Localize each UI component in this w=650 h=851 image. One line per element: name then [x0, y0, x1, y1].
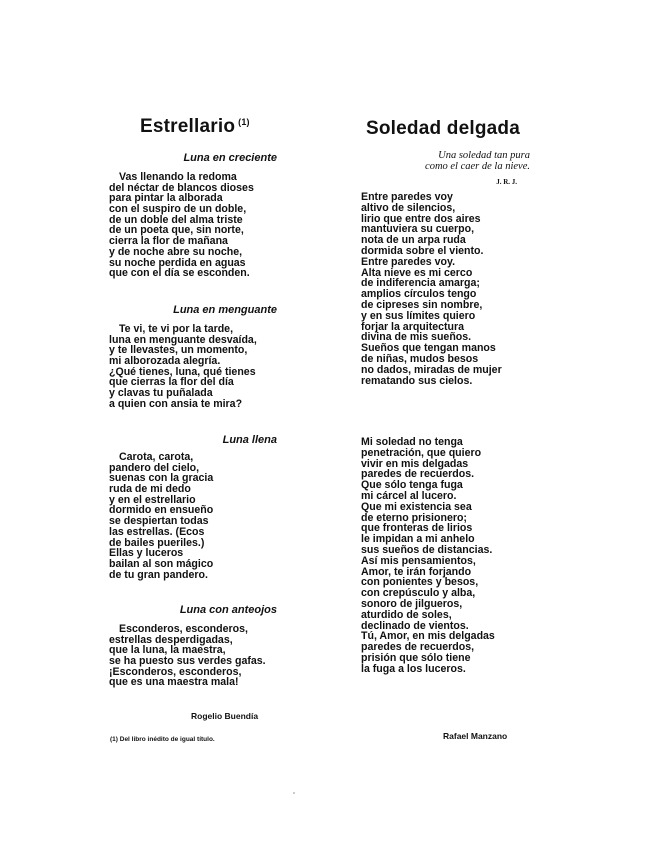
- poem-line: del néctar de blancos dioses: [109, 181, 254, 194]
- poem-line: con el suspiro de un doble,: [109, 203, 247, 216]
- poem-line: declinado de vientos.: [361, 619, 469, 632]
- poem-line: Te vi, te vi por la tarde,: [119, 323, 234, 335]
- poem-line: mi cárcel al lucero.: [361, 489, 457, 502]
- poem-line: de tu gran pandero.: [109, 568, 208, 581]
- poem-line: con crepúsculo y alba,: [361, 587, 476, 600]
- poem-line: vivir en mis delgadas: [361, 457, 469, 470]
- poem-line: le impidan a mi anhelo: [361, 533, 475, 546]
- poem-line: a quien con ansia te mira?: [109, 397, 243, 410]
- poem-line: y en el estrellario: [109, 493, 196, 506]
- poem-line: sus sueños de distancias.: [361, 543, 493, 556]
- poem-line: dormido en ensueño: [109, 504, 214, 517]
- poem-line: paredes de recuerdos,: [361, 641, 475, 654]
- poem-line: Sueños que tengan manos: [361, 342, 496, 355]
- section-title-anteojos: Luna con anteojos: [179, 604, 277, 616]
- poem-line: y en sus límites quiero: [361, 309, 476, 322]
- poem-line: de indiferencia amarga;: [361, 277, 480, 290]
- poem-line: que es una maestra mala!: [109, 676, 239, 689]
- poem-line: divina de mis sueños.: [361, 331, 472, 344]
- epigraph-line: Una soledad tan pura: [438, 150, 530, 161]
- poem-line: nota de un arpa ruda: [361, 234, 466, 247]
- stanza-right-1: [361, 192, 502, 386]
- section-title-creciente: Luna en creciente: [183, 152, 277, 164]
- poem-line: Entre paredes voy: [361, 191, 453, 203]
- poem-line: sonoro de jilgueros,: [361, 597, 463, 610]
- poem-line: de bailes pueriles.): [109, 536, 205, 549]
- footnote-marker: (1): [238, 116, 250, 127]
- author-right: Rafael Manzano: [443, 731, 508, 741]
- poem-line: y te llevastes, un momento,: [109, 344, 248, 357]
- poem-line: mantuviera su cuerpo,: [361, 223, 475, 236]
- author-left: Rogelio Buendía: [191, 711, 259, 721]
- poem-line: Amor, te irán forjando: [361, 565, 472, 578]
- poem-title-estrellario: [140, 116, 250, 138]
- poem-line: la fuga a los luceros.: [361, 662, 466, 675]
- poem-line: pandero del cielo,: [109, 461, 200, 474]
- section-title-menguante: Luna en menguante: [173, 304, 277, 316]
- poem-line: Vas llenando la redoma: [119, 171, 237, 183]
- poem-line: bailan al son mágico: [109, 557, 214, 570]
- stanza-anteojos: [109, 624, 266, 688]
- stanza-right-2: [361, 437, 495, 675]
- poem-line: ¡Esconderos, esconderos,: [109, 665, 242, 678]
- poem-line: lirio que entre dos aires: [361, 212, 481, 225]
- poem-line: Ellas y luceros: [109, 547, 184, 560]
- poem-line: de un doble del alma triste: [109, 213, 243, 226]
- epigraph-line: como el caer de la nieve.: [425, 161, 530, 172]
- poem-line: de eterno prisionero;: [361, 511, 467, 524]
- poem-line: ruda de mi dedo: [109, 483, 191, 496]
- poem-line: Carota, carota,: [119, 451, 194, 463]
- poem-line: aturdido de soles,: [361, 608, 452, 621]
- poem-line: de un poeta que, sin norte,: [109, 224, 244, 237]
- poem-line: prisión que sólo tiene: [361, 651, 471, 664]
- poem-line: y clavas tu puñalada: [109, 387, 213, 400]
- poem-line: Mi soledad no tenga: [361, 436, 463, 448]
- poem-line: se ha puesto sus verdes gafas.: [109, 655, 266, 668]
- poem-line: que cierras la flor del día: [109, 376, 234, 389]
- poem-line: Entre paredes voy.: [361, 255, 456, 268]
- poem-line: estrellas desperdigadas,: [109, 633, 233, 646]
- poem-line: que con el día se esconden.: [109, 267, 250, 280]
- stanza-creciente: [109, 172, 254, 279]
- poem-line: forjar la arquitectura: [361, 320, 465, 333]
- poem-line: de niñas, mudos besos: [361, 352, 479, 365]
- page-dot: [293, 792, 295, 794]
- poem-line: para pintar la alborada: [109, 192, 223, 205]
- poem-line: de cipreses sin nombre,: [361, 298, 483, 311]
- title-text: Estrellario: [140, 116, 236, 137]
- poem-line: penetración, que quiero: [361, 446, 482, 459]
- stanza-llena: [109, 452, 213, 580]
- poem-line: ¿Qué tienes, luna, qué tienes: [109, 365, 256, 378]
- poem-line: que fronteras de lirios: [361, 522, 473, 535]
- poem-line: suenas con la gracia: [109, 472, 214, 485]
- epigraph-initials: J. R. J.: [496, 178, 517, 186]
- poem-line: Así mis pensamientos,: [361, 554, 476, 567]
- poem-line: dormida sobre el viento.: [361, 244, 484, 257]
- poem-line: paredes de recuerdos.: [361, 468, 475, 481]
- section-title-llena: Luna llena: [222, 434, 277, 446]
- poem-line: y de noche abre su noche,: [109, 245, 243, 258]
- poem-line: Alta nieve es mi cerco: [361, 266, 473, 279]
- poem-line: Que sólo tenga fuga: [361, 479, 463, 492]
- poem-line: no dados, miradas de mujer: [361, 363, 502, 376]
- poem-line: su noche perdida en aguas: [109, 256, 246, 269]
- stanza-menguante: [109, 324, 257, 410]
- poem-line: con ponientes y besos,: [361, 576, 479, 589]
- poem-line: se despiertan todas: [109, 515, 209, 528]
- poem-line: Esconderos, esconderos,: [119, 623, 248, 635]
- poem-line: luna en menguante desvaída,: [109, 333, 257, 346]
- poem-line: mi alborozada alegría.: [109, 355, 221, 368]
- poem-line: cierra la flor de mañana: [109, 235, 228, 248]
- poem-line: que la luna, la maestra,: [109, 644, 226, 657]
- poem-line: rematando sus cielos.: [361, 374, 473, 387]
- epigraph: [425, 150, 530, 172]
- poem-line: las estrellas. (Ecos: [109, 525, 205, 538]
- poem-line: altivo de silencios,: [361, 201, 456, 214]
- poem-title-soledad: Soledad delgada: [366, 118, 520, 139]
- footnote: (1) Del libro inédito de igual título.: [110, 736, 215, 743]
- poem-line: amplios círculos tengo: [361, 288, 477, 301]
- poem-line: Tú, Amor, en mis delgadas: [361, 630, 495, 643]
- poem-line: Que mi existencia sea: [361, 500, 472, 513]
